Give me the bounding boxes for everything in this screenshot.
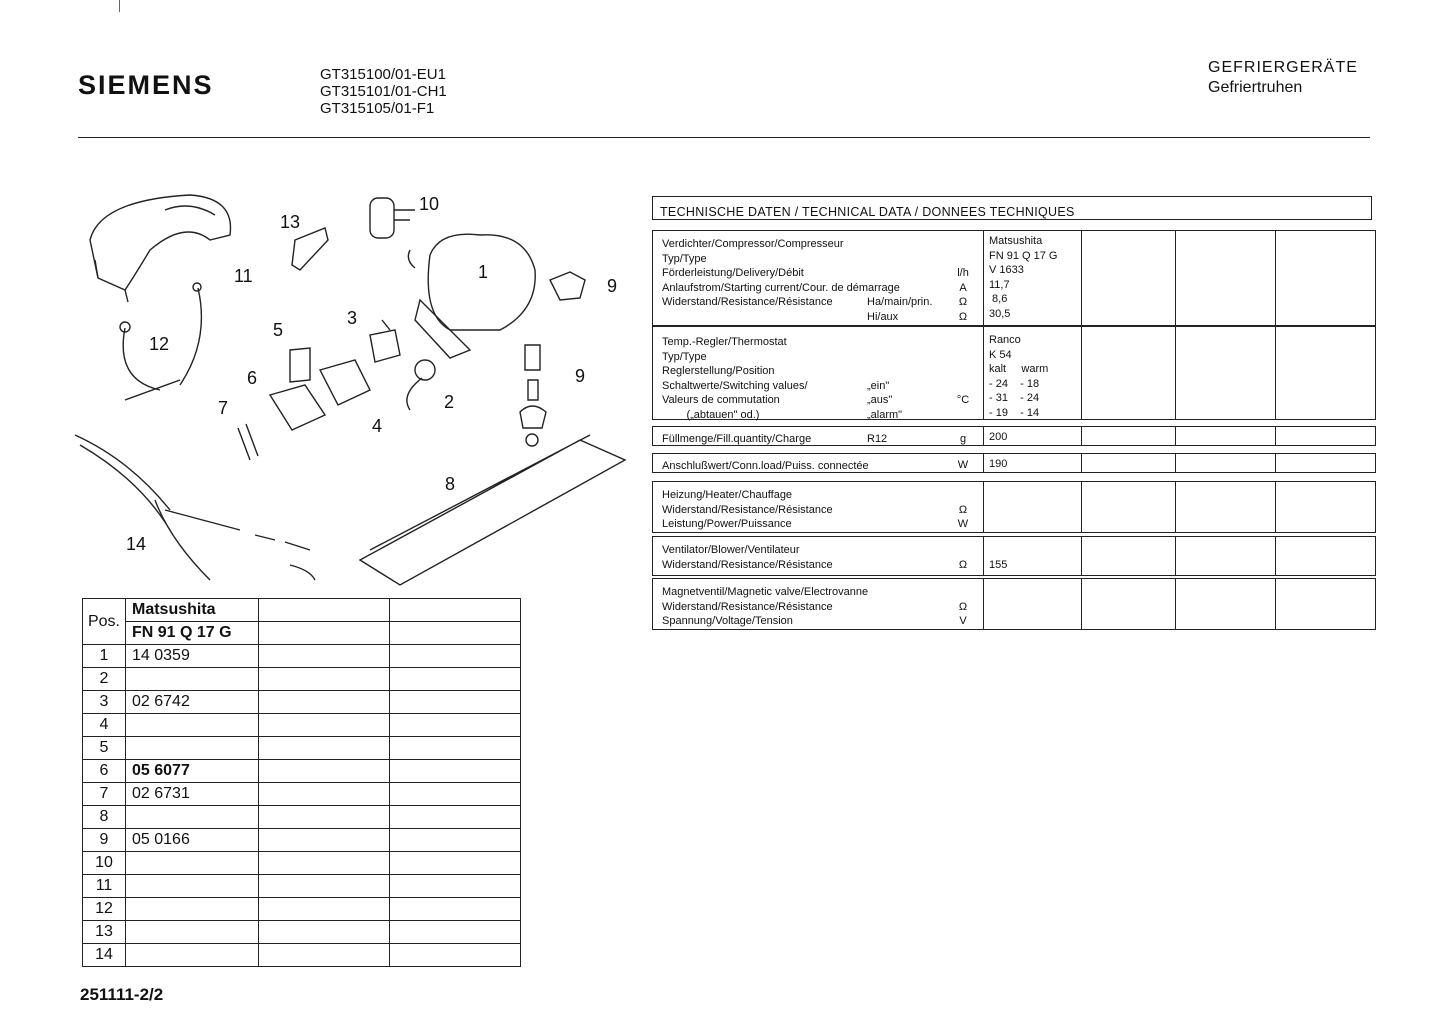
column-header: Matsushita bbox=[126, 599, 259, 622]
tech-data-title: TECHNISCHE DATEN / TECHNICAL DATA / DONNEES TECHNIQUES bbox=[652, 196, 1372, 220]
parts-diagram bbox=[70, 180, 630, 590]
table-row: 8 bbox=[83, 806, 521, 829]
part-number: 02 6742 bbox=[126, 691, 259, 714]
table-row: 11 bbox=[83, 875, 521, 898]
callout-13: 13 bbox=[280, 212, 301, 232]
callout-8: 8 bbox=[445, 474, 456, 494]
compressor-values: Matsushita FN 91 Q 17 G V 1633 11,7 8,6 30,5 bbox=[989, 235, 1058, 320]
part-number bbox=[126, 737, 259, 760]
model-list bbox=[320, 66, 447, 117]
part-number: 02 6731 bbox=[126, 783, 259, 806]
callout-6: 6 bbox=[247, 368, 258, 388]
charge-section bbox=[652, 426, 1376, 446]
callout-14: 14 bbox=[126, 534, 147, 554]
part-number bbox=[126, 921, 259, 944]
spring-clip-part bbox=[238, 424, 258, 460]
compressor-sublabels: Ha/main/prin. Hi/aux bbox=[867, 296, 933, 323]
model-number: GT315101/01-CH1 bbox=[320, 83, 447, 100]
thermostat-sublabels: „ein" „aus" „alarm" bbox=[867, 379, 903, 421]
blower-units: Ω bbox=[958, 558, 968, 571]
header-divider bbox=[78, 137, 1370, 138]
scan-mark bbox=[119, 0, 120, 12]
table-row: 1 14 0359 bbox=[83, 645, 521, 668]
blower-values: 155 bbox=[989, 558, 1008, 571]
part-number: 05 0166 bbox=[126, 829, 259, 852]
housing-part bbox=[90, 195, 231, 290]
callout-2: 2 bbox=[444, 392, 455, 412]
table-row: 7 02 6731 bbox=[83, 783, 521, 806]
load-section bbox=[652, 453, 1376, 473]
category-heading bbox=[1208, 58, 1358, 98]
clip-part bbox=[292, 228, 328, 270]
grommet-part bbox=[550, 272, 585, 300]
compressor-part bbox=[428, 234, 535, 330]
protector-part bbox=[270, 385, 325, 430]
blower-labels: Ventilator/Blower/Ventilateur Widerstand/Resistance/Résistance bbox=[662, 544, 833, 571]
column-header: FN 91 Q 17 G bbox=[126, 622, 259, 645]
charge-value: 200 bbox=[989, 431, 1008, 443]
callout-9: 9 bbox=[607, 276, 618, 296]
category-title: GEFRIERGERÄTE bbox=[1208, 59, 1358, 76]
table-row: 10 bbox=[83, 852, 521, 875]
table-row: 5 bbox=[83, 737, 521, 760]
bracket-part bbox=[290, 348, 310, 382]
callout-10: 10 bbox=[419, 194, 440, 214]
cable-harness-part bbox=[75, 435, 310, 580]
mounting-rail-part bbox=[360, 435, 625, 585]
brand-logo: SIEMENS bbox=[78, 70, 214, 100]
callout-5: 5 bbox=[273, 320, 284, 340]
thermostat-units: °C bbox=[956, 394, 970, 406]
compressor-labels: Verdichter/Compressor/Compresseur Typ/Type Förderleistung/Delivery/Débit Anlaufstrom/Starting current/Cour. de démarrage Widerstand/Resistance/Résistance bbox=[662, 238, 900, 308]
table-row: 2 bbox=[83, 668, 521, 691]
callout-4: 4 bbox=[372, 416, 383, 436]
table-row: 12 bbox=[83, 898, 521, 921]
part-number bbox=[126, 944, 259, 967]
heater-units: Ω W bbox=[957, 503, 969, 530]
charge-unit: g bbox=[959, 433, 967, 445]
part-number: 05 6077 bbox=[126, 760, 259, 783]
table-row: 6 05 6077 bbox=[83, 760, 521, 783]
part-number bbox=[126, 714, 259, 737]
relay-part bbox=[370, 320, 400, 362]
parts-table bbox=[82, 598, 521, 967]
model-number: GT315100/01-EU1 bbox=[320, 66, 446, 83]
part-number bbox=[126, 806, 259, 829]
bolt-set-part bbox=[520, 345, 546, 428]
compressor-units: l/h A Ω Ω bbox=[957, 267, 969, 323]
callout-1: 1 bbox=[478, 262, 489, 282]
compressor-section bbox=[652, 230, 1376, 326]
callout-11: 11 bbox=[234, 266, 253, 286]
callout-7: 7 bbox=[218, 398, 229, 418]
terminal-block-part bbox=[320, 360, 370, 405]
part-number bbox=[126, 875, 259, 898]
capacitor-part bbox=[370, 198, 394, 238]
thermostat-values: Ranco K 54 kalt warm - 24 - 18 - 31 - 24 - 19 - 14 bbox=[989, 334, 1049, 419]
charge-label: Füllmenge/Fill.quantity/Charge bbox=[662, 433, 812, 445]
pos-header: Pos. bbox=[83, 599, 126, 645]
model-number: GT315105/01-F1 bbox=[320, 100, 435, 117]
callout-12: 12 bbox=[149, 334, 170, 354]
table-row: 4 bbox=[83, 714, 521, 737]
load-unit: W bbox=[957, 459, 969, 471]
heater-section bbox=[652, 481, 1376, 533]
table-row: 9 05 0166 bbox=[83, 829, 521, 852]
table-row: 14 bbox=[83, 944, 521, 967]
blower-section bbox=[652, 536, 1376, 576]
load-label: Anschlußwert/Conn.load/Puiss. connectée bbox=[662, 460, 869, 472]
callout-3: 3 bbox=[347, 308, 358, 328]
part-number bbox=[126, 668, 259, 691]
table-row: 13 bbox=[83, 921, 521, 944]
thermostat-section bbox=[652, 326, 1376, 420]
part-number: 14 0359 bbox=[126, 645, 259, 668]
overload-part bbox=[415, 360, 435, 380]
table-row: 3 02 6742 bbox=[83, 691, 521, 714]
heater-labels: Heizung/Heater/Chauffage Widerstand/Resistance/Résistance Leistung/Power/Puissance bbox=[662, 489, 833, 530]
document-number: 251111-2/2 bbox=[80, 985, 164, 1004]
category-subtitle: Gefriertruhen bbox=[1208, 79, 1303, 96]
valve-labels: Magnetventil/Magnetic valve/Electrovanne Widerstand/Resistance/Résistance Spannung/Voltage/Tension bbox=[662, 586, 869, 627]
part-number bbox=[126, 898, 259, 921]
part-number bbox=[126, 852, 259, 875]
refrigerant-type: R12 bbox=[867, 433, 888, 445]
thermostat-labels: Temp.-Regler/Thermostat Typ/Type Reglerstellung/Position Schaltwerte/Switching values/ Valeurs de commutation („abtauen" od.) bbox=[662, 336, 808, 421]
valve-units: Ω V bbox=[958, 600, 968, 627]
callout-9: 9 bbox=[575, 366, 586, 386]
valve-section bbox=[652, 578, 1376, 630]
load-value: 190 bbox=[989, 458, 1008, 470]
